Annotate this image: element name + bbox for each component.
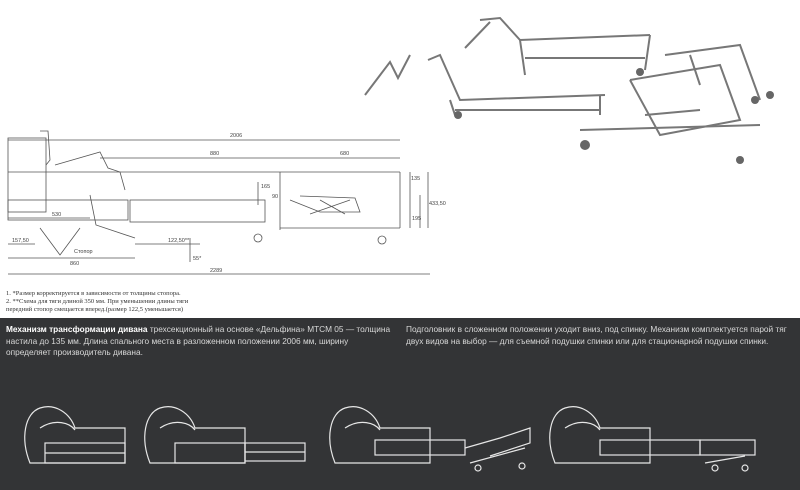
note-2: 2. **Схема для тяги длиной 350 мм. При уменьшении длины тяги	[6, 298, 189, 305]
dim-680: 680	[340, 151, 350, 157]
note-1: 1. *Размер корректируется в зависимости от толщины стопора.	[6, 290, 181, 297]
dim-55: 55*	[193, 256, 202, 262]
dim-880: 880	[210, 151, 220, 157]
dim-530: 530	[52, 212, 62, 218]
description-title: Механизм трансформации дивана	[6, 324, 148, 334]
dim-2006: 2006	[230, 133, 243, 139]
dim-157: 157,50	[12, 238, 29, 244]
dim-2289: 2289	[210, 268, 223, 274]
description-left-text: трехсекционный на основе «Дельфина» МТСМ 05 — толщина настила до 135 мм. Длина спального места в разложенном положении 2006 мм, ширину определяет производитель дивана.	[6, 324, 391, 357]
dim-165: 165	[261, 184, 271, 190]
note-3: передний стопор смещается вперед.(размер 122,5 уменьшается)	[6, 306, 184, 313]
dim-860: 860	[70, 261, 80, 267]
dim-135: 135	[411, 176, 421, 182]
dim-90: 90	[272, 194, 279, 200]
transformation-stages	[0, 368, 800, 490]
description-panel	[0, 318, 800, 490]
sofa-stage-folded-icon	[25, 407, 125, 463]
dim-195: 195	[412, 216, 422, 222]
sofa-stage-unfolding-icon	[330, 407, 530, 471]
stopper-label: Стопор	[74, 249, 93, 255]
sofa-stage-pulling-icon	[145, 407, 305, 463]
description-left	[6, 324, 394, 359]
sofa-stage-unfolded-alt-icon	[550, 407, 755, 471]
dim-433: 433,50	[429, 201, 446, 207]
dim-122: 122,50**	[168, 238, 190, 244]
description-right: Подголовник в сложенном положении уходит вниз, под спинку. Механизм комплектуется парой тяг двух видов на выбор — для съемной подушки спинки или для стационарной подушки спинки.	[406, 324, 787, 346]
